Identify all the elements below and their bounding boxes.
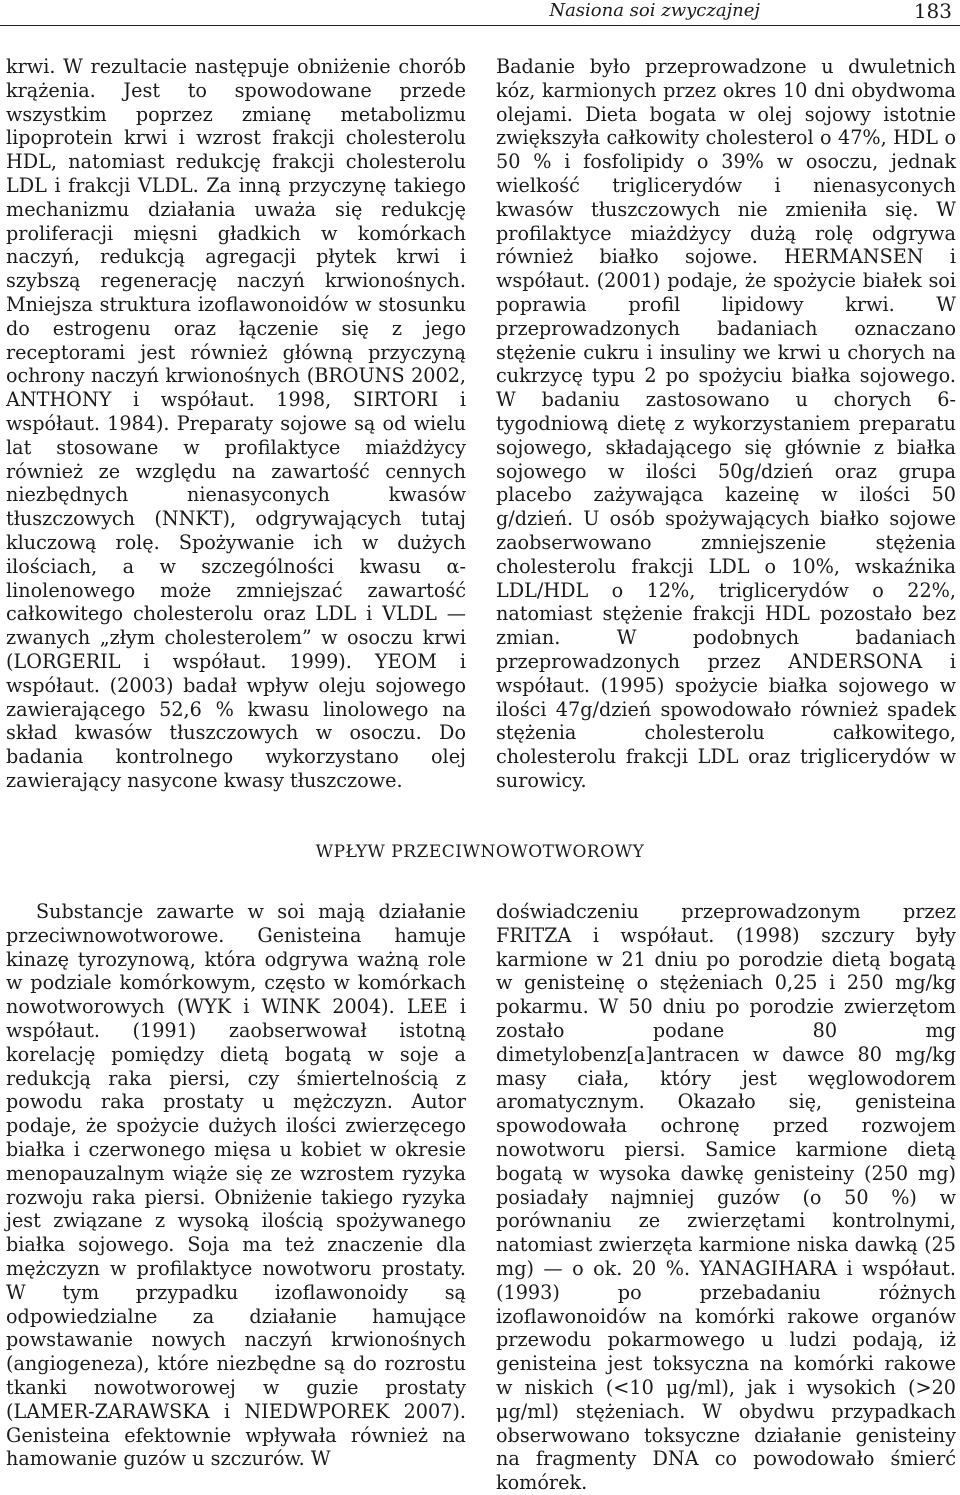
paragraph: krwi. W rezultacie następuje obniżenie chorób krążenia. Jest to spowodowane przede wszystkim poprzez zmianę metabolizmu lipoprotein krwi i wzrost frakcji cholesterolu HDL, natomiast redukcję frakcji cholesterolu LDL i frakcji VLDL. Za inną przyczynę takiego mechanizmu działania uważa się redukcję proliferacji mięsni gładkich w komórkach naczyń, redukcją agregacji płytek krwi i szybszą regenerację naczyń krwionośnych. Mniejsza struktura izoflawonoidów w stosunku do estrogenu oraz łączenie się z jego receptorami jest również główną przyczyną ochrony naczyń krwionośnych (BROUNS 2002, ANTHONY i współaut. 1998, SIRTORI i współaut. 1984). Preparaty sojowe są od wielu lat stosowane w profilaktyce miażdżycy również ze względu na zawartość cennych niezbędnych nienasyconych kwasów tłuszczowych (NNKT), odgrywających tutaj kluczową rolę. Spożywanie ich w dużych ilościach, a w szczególności kwasu α-linolenowego może zmniejszać zawartość całkowitego cholesterolu oraz LDL i VLDL — zwanych „złym cholesterolem” w osoczu krwi (LORGERIL i współaut. 1999). YEOM i współaut. (2003) badał wpływ oleju sojowego zawierającego 52,6 % kwasu linolowego na skład kwasów tłuszczowych w osoczu. Do badania kontrolnego wykorzystano olej zawierający nasycone kwasy tłuszczowe.	[6, 55, 466, 792]
page-header	[0, 0, 960, 26]
paragraph: Badanie było przeprowadzone u dwuletnich kóz, karmionych przez okres 10 dni obydwoma olejami. Dieta bogata w olej sojowy istotnie zwiększyła całkowity cholesterol o 47%, HDL o 50 % i fosfolipidy o 39% w osoczu, jednak wielkość triglicerydów i nienasyconych kwasów tłuszczowych nie zmieniła się. W profilaktyce miażdżycy dużą rolę odgrywa również białko sojowe. HERMANSEN i współaut. (2001) podaje, że spożycie białek soi poprawia profil lipidowy krwi. W przeprowadzonych badaniach oznaczano stężenie cukru i insuliny we krwi u chorych na cukrzycę typu 2 po spożyciu białka sojowego. W badaniu zastosowano u chorych 6-tygodniową dietę z wykorzystaniem preparatu sojowego, składającego się głównie z białka sojowego w ilości 50g/dzień oraz grupa placebo zażywająca kazeinę w ilości 50 g/dzień. U osób spożywających białko sojowe zaobserwowano zmniejszenie stężenia cholesterolu frakcji LDL o 10%, wskaźnika LDL/HDL o 12%, triglicerydów o 22%, natomiast stężenie frakcji HDL pozostało bez zmian. W podobnych badaniach przeprowadzonych przez ANDERSONA i współaut. (1995) spożycie białka sojowego w ilości 47g/dzień spowodowało również spadek stężenia cholesterolu całkowitego, cholesterolu frakcji LDL oraz triglicerydów w surowicy.	[496, 55, 956, 792]
bottom-right-column	[496, 900, 956, 1495]
paragraph: Substancje zawarte w soi mają działanie przeciwnowotworowe. Genisteina hamuje kinazę tyrozynową, która odgrywa ważną role w podziale komórkowym, często w komórkach nowotworowych (WYK i WINK 2004). LEE i współaut. (1991) zaobserwował istotną korelację pomiędzy dietą bogatą w soje a redukcją raka piersi, czy śmiertelnością z powodu raka prostaty u mężczyzn. Autor podaje, że spożycie dużych ilości zwierzęcego białka i czerwonego mięsa u kobiet w okresie menopauzalnym wiąże się ze wzrostem ryzyka rozwoju raka piersi. Obniżenie takiego ryzyka jest związane z wysoką ilością spożywanego białka sojowego. Soja ma też znaczenie dla mężczyzn w profilaktyce nowotworu prostaty. W tym przypadku izoflawonoidy są odpowiedzialne za działanie hamujące powstawanie nowych naczyń krwionośnych (angiogeneza), które niezbędne są do rozrostu tkanki nowotworowej w guzie prostaty (LAMER-ZARAWSKA i NIEDWPOREK 2007). Genisteina efektownie wpływała również na hamowanie guzów u szczurów. W	[6, 900, 466, 1471]
top-right-column	[496, 55, 956, 793]
section-heading: WPŁYW PRZECIWNOWOTWOROWY	[315, 842, 645, 862]
paragraph: doświadczeniu przeprowadzonym przez FRITZA i współaut. (1998) szczury były karmione w 21 dniu po porodzie dietą bogatą w genisteinę o stężeniach 0,25 i 250 mg/kg pokarmu. W 50 dniu po porodzie zwierzętom zostało podane 80 mg dimetylobenz[a]antracen w dawce 80 mg/kg masy ciała, który jest węglowodorem aromatycznym. Okazało się, genisteina spowodowała ochronę przed rozwojem nowotworu piersi. Samice karmione dietą bogatą w wysoka dawkę genisteiny (250 mg) posiadały najmniej guzów (o 50 %) w porównaniu ze zwierzętami kontrolnymi, natomiast zwierzęta karmione niska dawką (25 mg) — o ok. 20 %. YANAGIHARA i współaut. (1993) po przebadaniu różnych izoflawonoidów na komórki rakowe organów przewodu pokarmowego u ludzi podają, iż genisteina jest toksyczna na komórki rakowe w niskich (<10 μg/ml), jak i wysokich (>20 μg/ml) stężeniach. W obydwu przypadkach obserwowano toksyczne działanie genisteiny na fragmenty DNA co powodowało śmierć komórek.	[496, 900, 956, 1495]
bottom-left-column	[6, 900, 466, 1471]
page-number: 183	[913, 0, 952, 23]
header-rule	[0, 25, 960, 26]
top-left-column	[6, 55, 466, 793]
running-title: Nasiona soi zwyczajnej	[549, 0, 760, 21]
